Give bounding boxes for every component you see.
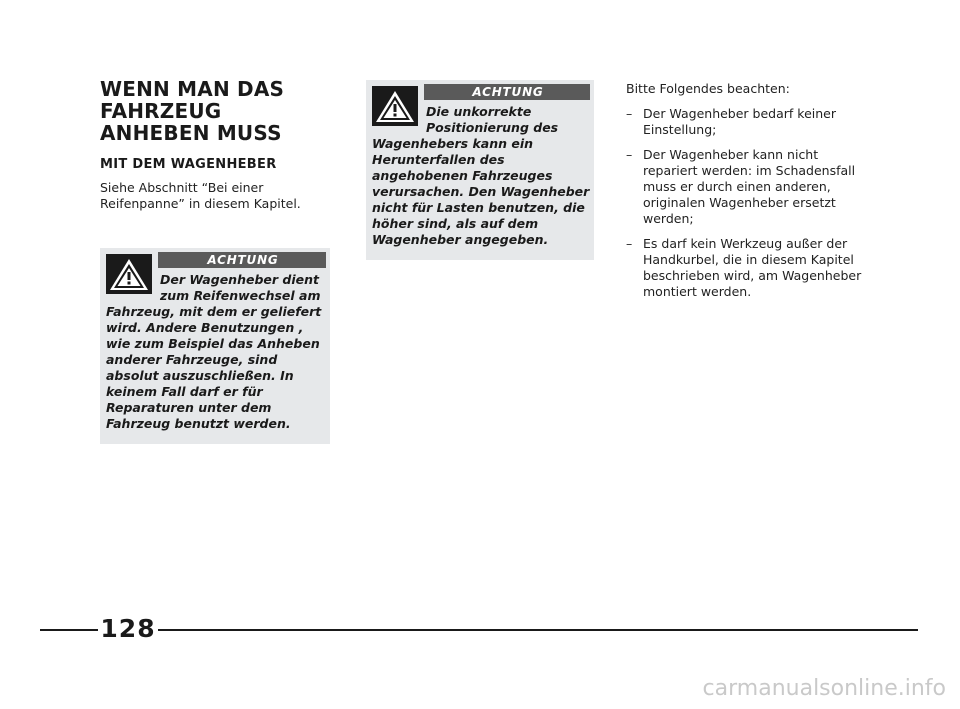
- footer-rule-right: [158, 629, 918, 631]
- list-item: [626, 236, 876, 300]
- warning-box-2: [366, 80, 594, 260]
- warning-label: ACHTUNG: [158, 252, 326, 268]
- list-item-text: Es darf kein Werkzeug außer der Handkurbel, die in diesem Kapitel beschrieben wird, am Wagenheber montiert werden.: [643, 236, 862, 299]
- intro-text: Siehe Abschnitt “Bei einer Reifenpanne” in diesem Kapitel.: [100, 180, 301, 211]
- warning-text: Der Wagenheber dient zum Reifenwechsel am Fahrzeug, mit dem er geliefert wird. Andere Benutzungen , wie zum Beispiel das Anheben anderer Fahrzeuge, sind absolut auszuschließen. In keinem Fall darf er für Reparaturen unter dem Fahrzeug benutzt werden.: [106, 272, 322, 431]
- page-number: 128: [100, 614, 156, 643]
- notes-column: [626, 81, 876, 309]
- watermark: carmanualsonline.info: [702, 676, 946, 701]
- warning-text: Die unkorrekte Positionierung des Wagenhebers kann ein Herunterfallen des angehobenen Fahrzeuges verursachen. Den Wagenheber nicht für Lasten benutzen, die höher sind, als auf dem Wagenheber angegeben.: [372, 104, 590, 247]
- bullet-dash: –: [626, 106, 633, 121]
- bullet-dash: –: [626, 236, 633, 251]
- bullet-dash: –: [626, 147, 633, 162]
- notes-lead: Bitte Folgendes beachten:: [626, 81, 790, 96]
- warning-triangle-icon: [106, 254, 152, 294]
- list-item: [626, 147, 876, 227]
- warning-triangle-icon: [372, 86, 418, 126]
- list-item-text: Der Wagenheber kann nicht repariert werden: im Schadensfall muss er durch einen anderen, originalen Wagenheber ersetzt werden;: [643, 147, 856, 226]
- list-item: [626, 106, 876, 138]
- section-subtitle: MIT DEM WAGENHEBER: [100, 157, 277, 172]
- section-title: WENN MAN DAS FAHRZEUG ANHEBEN MUSS: [100, 77, 285, 145]
- list-item-text: Der Wagenheber bedarf keiner Einstellung;: [643, 106, 836, 137]
- footer-rule-left: [40, 629, 98, 631]
- warning-box-1: [100, 248, 330, 444]
- notes-list: [626, 106, 876, 300]
- warning-label: ACHTUNG: [424, 84, 590, 100]
